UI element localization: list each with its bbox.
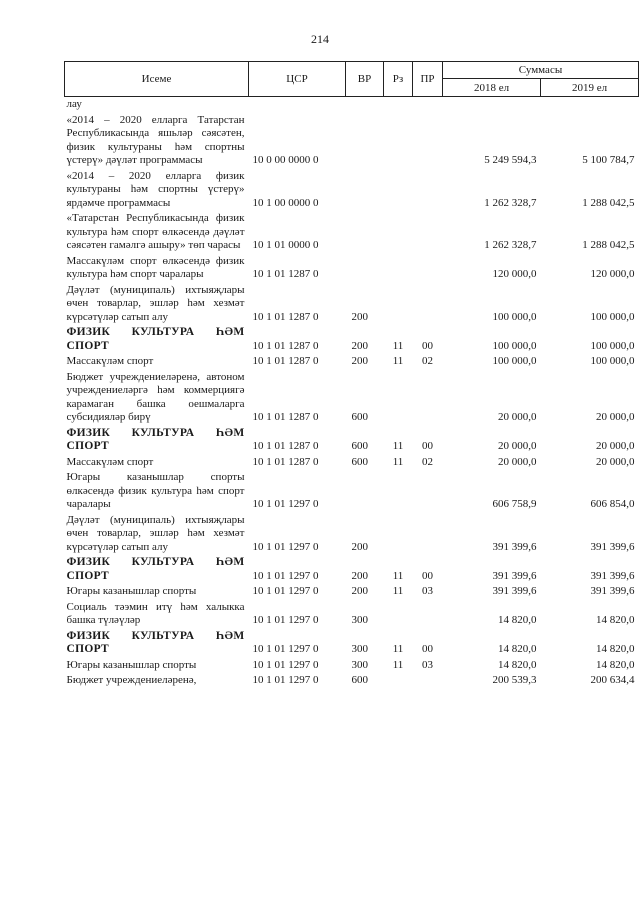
row-vr-code <box>346 169 384 212</box>
row-amount-2019: 100 000,0 <box>590 355 635 367</box>
row-csr-code: 10 1 01 1287 0 <box>252 310 319 323</box>
table-row <box>65 426 639 455</box>
table-row <box>65 325 639 354</box>
row-amount-2019: 391 399,6 <box>590 540 635 553</box>
budget-sheet <box>64 61 638 689</box>
row-pr-code <box>413 169 443 212</box>
row-name: Югары казанышлар спорты өлкәсендә физик культура һәм спорт чаралары <box>66 471 245 510</box>
row-rz-code: 11 <box>392 643 404 655</box>
row-pr-code: 00 <box>422 440 433 452</box>
row-amount-2018: 391 399,6 <box>492 540 537 553</box>
row-vr-code: 200 <box>351 569 368 582</box>
row-rz-code <box>384 97 413 113</box>
row-csr-code: 10 1 01 1297 0 <box>252 658 319 671</box>
row-name: Бюджет учреждениеләренә, <box>66 674 197 686</box>
row-pr-code <box>413 600 443 629</box>
row-name: Массакүләм спорт өлкәсендә физик культура һәм спорт чаралары <box>66 254 245 280</box>
row-vr-code: 600 <box>351 440 368 452</box>
row-csr-code: 10 1 01 1287 0 <box>252 411 319 423</box>
row-csr-code <box>249 97 346 113</box>
row-pr-code: 03 <box>422 658 433 671</box>
table-row <box>65 283 639 326</box>
row-name: Массакүләм спорт <box>66 355 154 367</box>
row-csr-code: 10 1 01 1297 0 <box>252 540 319 553</box>
row-amount-2019: 14 820,0 <box>596 614 635 626</box>
row-pr-code: 00 <box>422 569 433 582</box>
row-rz-code <box>384 370 413 426</box>
row-pr-code: 02 <box>422 355 433 367</box>
table-row <box>65 370 639 426</box>
row-rz-code: 11 <box>392 585 404 597</box>
row-name: «Татарстан Республикасында физик культура һәм спорт өлкәсендә дәүләт сәясәтен гамәлгә ашыру» төп чарасы <box>66 212 245 251</box>
row-rz-code: 11 <box>392 455 404 468</box>
row-amount-2019: 120 000,0 <box>590 268 635 280</box>
budget-table <box>64 61 639 689</box>
row-csr-code: 10 1 00 0000 0 <box>252 196 319 209</box>
row-rz-code: 11 <box>392 658 404 671</box>
row-amount-2018: 14 820,0 <box>498 658 537 671</box>
row-rz-code <box>384 169 413 212</box>
row-amount-2019: 1 288 042,5 <box>582 196 635 209</box>
table-row <box>65 169 639 212</box>
row-name: ФИЗИК КУЛЬТУРА ҺӘМ СПОРТ <box>66 326 245 352</box>
row-name: ФИЗИК КУЛЬТУРА ҺӘМ СПОРТ <box>66 426 245 452</box>
header-rz: Рз <box>384 62 413 97</box>
row-name: Югары казанышлар спорты <box>66 585 197 597</box>
table-row <box>65 97 639 113</box>
row-csr-code: 10 1 01 1297 0 <box>252 643 319 655</box>
table-row <box>65 584 639 600</box>
row-rz-code <box>384 513 413 556</box>
row-vr-code: 200 <box>351 355 368 367</box>
row-name: Дәүләт (муниципаль) ихтыяҗлары өчен товарлар, эшләр һәм хезмәт күрсәтүләр сатып алу <box>66 283 245 323</box>
row-amount-2019: 20 000,0 <box>596 455 635 468</box>
row-name: «2014 – 2020 елларга физик культураны һәм спортны үстерү» ярдәмче программасы <box>66 169 245 209</box>
row-csr-code: 10 1 01 1297 0 <box>252 585 319 597</box>
row-csr-code: 10 1 01 1297 0 <box>252 569 319 582</box>
row-vr-code: 300 <box>351 658 368 671</box>
row-rz-code <box>384 211 413 254</box>
row-rz-code <box>384 254 413 283</box>
table-row <box>65 354 639 370</box>
row-rz-code <box>384 673 413 689</box>
table-row <box>65 254 639 283</box>
row-csr-code: 10 1 01 1287 0 <box>252 268 319 280</box>
row-amount-2018: 391 399,6 <box>492 569 537 582</box>
table-row <box>65 600 639 629</box>
row-amount-2018: 1 262 328,7 <box>484 196 537 209</box>
table-row <box>65 658 639 674</box>
row-amount-2019: 20 000,0 <box>596 411 635 423</box>
row-rz-code <box>384 283 413 326</box>
row-amount-2018: 20 000,0 <box>498 440 537 452</box>
row-name: лау <box>66 98 82 110</box>
row-csr-code: 10 1 01 0000 0 <box>252 239 319 251</box>
row-amount-2019: 200 634,4 <box>590 674 635 686</box>
table-row <box>65 629 639 658</box>
table-row <box>65 470 639 513</box>
row-vr-code <box>346 254 384 283</box>
row-name: Массакүләм спорт <box>66 455 154 468</box>
row-csr-code: 10 1 01 1287 0 <box>252 455 319 468</box>
table-header <box>65 62 639 97</box>
row-amount-2018: 20 000,0 <box>498 411 537 423</box>
row-vr-code: 200 <box>351 585 368 597</box>
row-pr-code <box>413 113 443 169</box>
row-amount-2019: 14 820,0 <box>596 658 635 671</box>
header-year-2018: 2018 ел <box>443 79 541 97</box>
row-vr-code: 200 <box>351 310 368 323</box>
row-vr-code: 200 <box>351 540 368 553</box>
row-csr-code: 10 1 01 1297 0 <box>252 498 319 510</box>
row-vr-code <box>346 470 384 513</box>
row-pr-code: 00 <box>422 643 433 655</box>
row-vr-code: 600 <box>351 411 368 423</box>
row-name: Дәүләт (муниципаль) ихтыяҗлары өчен товарлар, эшләр һәм хезмәт күрсәтүләр сатып алу <box>66 513 245 553</box>
table-row <box>65 113 639 169</box>
row-rz-code: 11 <box>392 339 404 352</box>
row-pr-code <box>413 513 443 556</box>
row-pr-code <box>413 211 443 254</box>
header-year-2019: 2019 ел <box>541 79 639 97</box>
row-name: Югары казанышлар спорты <box>66 658 197 671</box>
row-amount-2018: 5 249 594,3 <box>484 154 537 166</box>
header-csr: ЦСР <box>249 62 346 97</box>
row-name: ФИЗИК КУЛЬТУРА ҺӘМ СПОРТ <box>66 556 245 582</box>
row-rz-code: 11 <box>392 355 404 367</box>
row-csr-code: 10 1 01 1297 0 <box>252 614 319 626</box>
row-amount-2018: 100 000,0 <box>492 310 537 323</box>
row-vr-code: 600 <box>351 674 368 686</box>
row-amount-2019: 606 854,0 <box>590 498 635 510</box>
table-row <box>65 455 639 471</box>
row-pr-code <box>413 254 443 283</box>
row-pr-code <box>413 97 443 113</box>
row-name: Социаль тәэмин итү һәм халыкка башка түләүләр <box>66 600 245 626</box>
row-vr-code: 300 <box>351 643 368 655</box>
row-vr-code <box>346 113 384 169</box>
row-amount-2018: 200 539,3 <box>492 674 537 686</box>
row-amount-2019: 1 288 042,5 <box>582 239 635 251</box>
row-amount-2019: 391 399,6 <box>590 569 635 582</box>
row-vr-code: 200 <box>351 339 368 352</box>
row-vr-code <box>346 97 384 113</box>
page-number: 214 <box>311 32 329 46</box>
table-row <box>65 513 639 556</box>
row-rz-code: 11 <box>392 440 404 452</box>
row-amount-2019: 14 820,0 <box>596 643 635 655</box>
table-row <box>65 211 639 254</box>
row-amount-2019: 100 000,0 <box>590 310 635 323</box>
table-body <box>65 97 639 689</box>
row-csr-code: 10 1 01 1297 0 <box>252 674 319 686</box>
row-amount-2018: 20 000,0 <box>498 455 537 468</box>
row-amount-2019 <box>541 97 639 113</box>
row-rz-code: 11 <box>392 569 404 582</box>
row-vr-code: 300 <box>351 614 368 626</box>
row-pr-code: 02 <box>422 455 433 468</box>
row-amount-2018: 14 820,0 <box>498 614 537 626</box>
row-pr-code <box>413 370 443 426</box>
row-amount-2019: 5 100 784,7 <box>582 154 635 166</box>
row-amount-2019: 391 399,6 <box>590 585 635 597</box>
header-name: Исеме <box>65 62 249 97</box>
row-pr-code: 03 <box>422 585 433 597</box>
row-vr-code: 600 <box>351 455 368 468</box>
row-pr-code <box>413 673 443 689</box>
table-row <box>65 673 639 689</box>
row-amount-2018: 1 262 328,7 <box>484 239 537 251</box>
row-amount-2019: 100 000,0 <box>590 339 635 352</box>
row-amount-2018: 391 399,6 <box>492 585 537 597</box>
row-pr-code <box>413 470 443 513</box>
row-pr-code <box>413 283 443 326</box>
row-amount-2018 <box>443 97 541 113</box>
header-sums: Суммасы <box>443 62 639 79</box>
row-amount-2018: 100 000,0 <box>492 355 537 367</box>
row-amount-2018: 606 758,9 <box>492 498 537 510</box>
row-amount-2018: 14 820,0 <box>498 643 537 655</box>
row-csr-code: 10 1 01 1287 0 <box>252 440 319 452</box>
row-rz-code <box>384 470 413 513</box>
row-csr-code: 10 1 01 1287 0 <box>252 339 319 352</box>
row-pr-code: 00 <box>422 339 433 352</box>
header-vr: ВР <box>346 62 384 97</box>
row-name: «2014 – 2020 елларга Татарстан Республикасында яшьләр сәясәтен, физик культураны һәм спортны үстерү» дәүләт программасы <box>66 113 245 166</box>
row-rz-code <box>384 600 413 629</box>
row-amount-2019: 20 000,0 <box>596 440 635 452</box>
row-name: ФИЗИК КУЛЬТУРА ҺӘМ СПОРТ <box>66 629 245 655</box>
row-rz-code <box>384 113 413 169</box>
table-row <box>65 555 639 584</box>
row-vr-code <box>346 211 384 254</box>
row-amount-2018: 100 000,0 <box>492 339 537 352</box>
row-name: Бюджет учреждениеләренә, автоном учреждениеләргә һәм коммерциягә карамаган башка оешмаларга субсидияләр бирү <box>66 370 245 423</box>
row-csr-code: 10 0 00 0000 0 <box>252 154 319 166</box>
row-amount-2018: 120 000,0 <box>492 268 537 280</box>
row-csr-code: 10 1 01 1287 0 <box>252 355 319 367</box>
header-pr: ПР <box>413 62 443 97</box>
